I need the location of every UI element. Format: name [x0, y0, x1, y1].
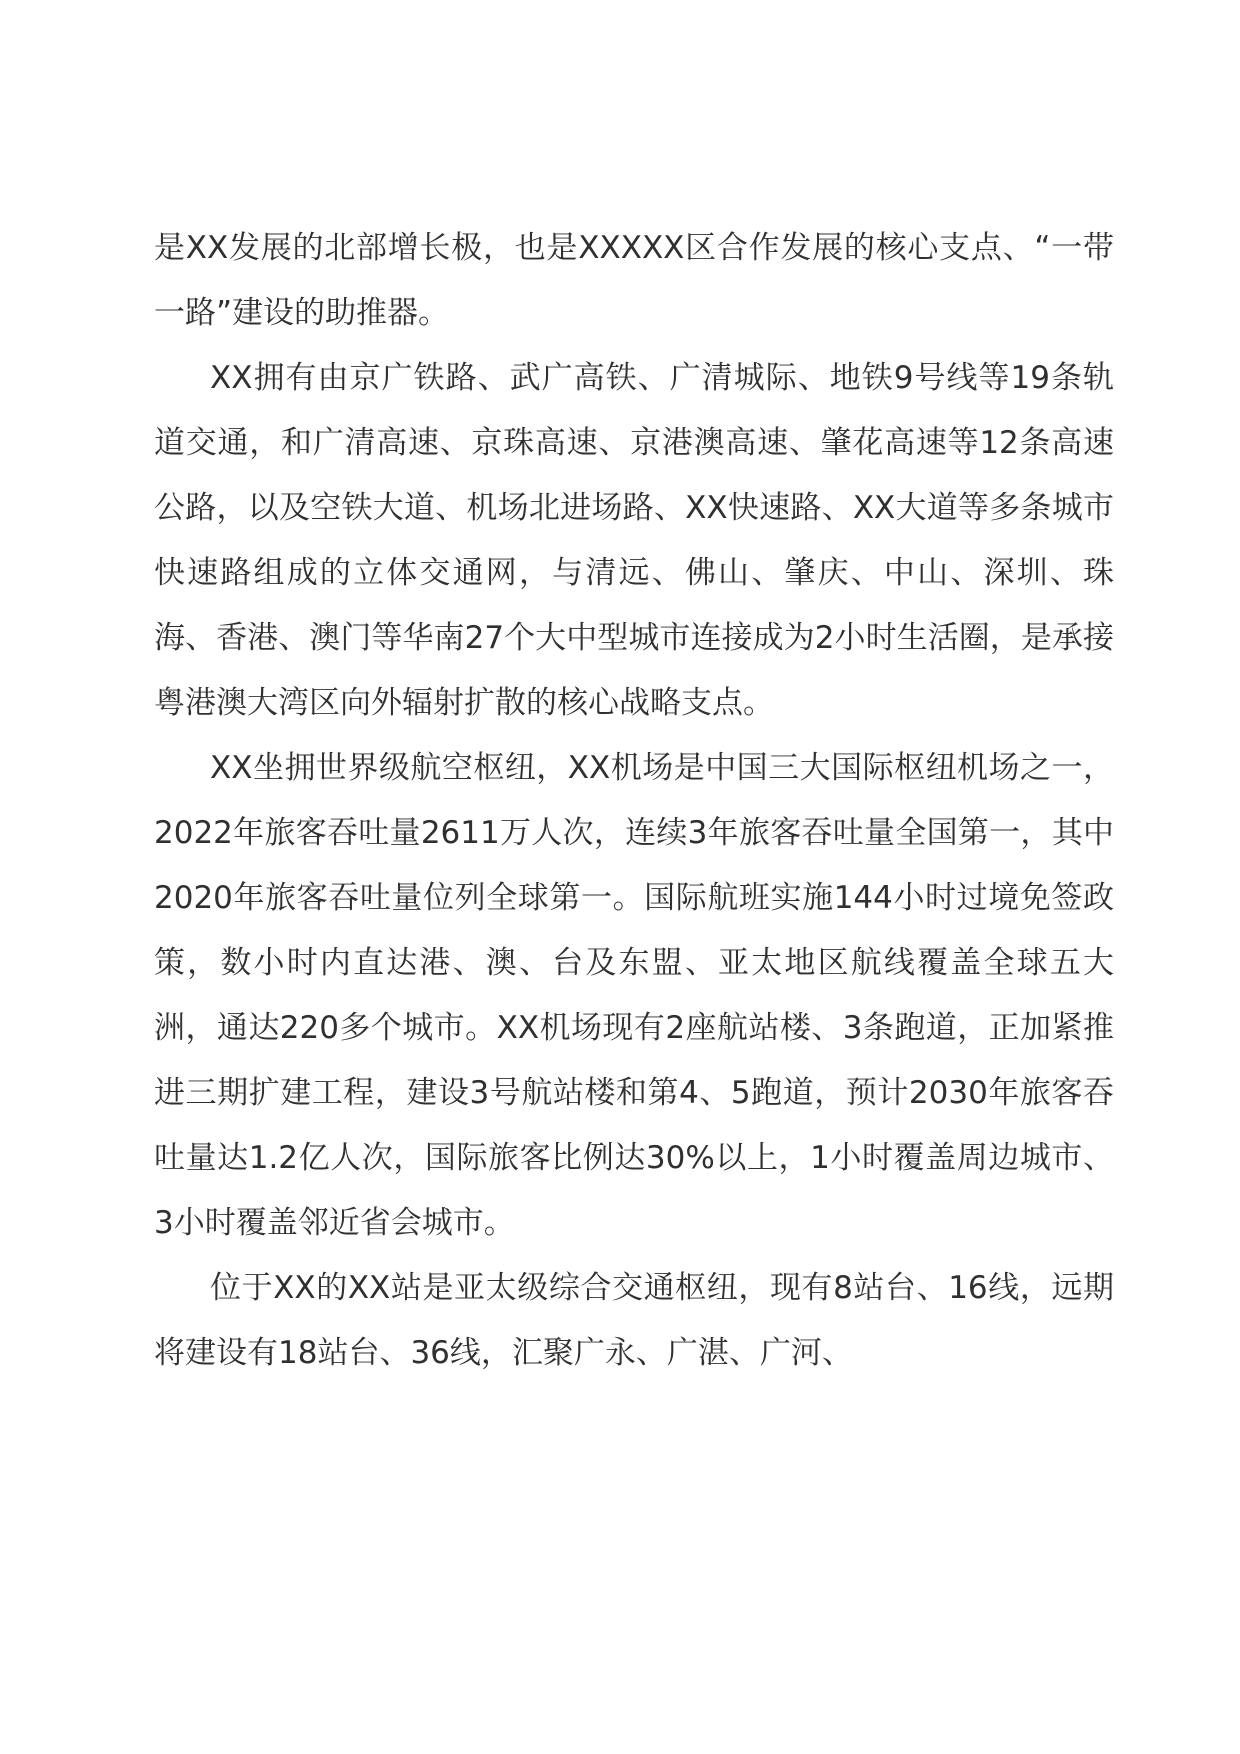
paragraph-2: XX拥有由京广铁路、武广高铁、广清城际、地铁9号线等19条轨道交通，和广清高速、京珠高速、京港澳高速、肇花高速等12条高速公路，以及空铁大道、机场北进场路、XX快速路、XX大道等多条城市快速路组成的立体交通网，与清远、佛山、肇庆、中山、深圳、珠海、香港、澳门等华南27个大中型城市连接成为2小时生活圈，是承接粤港澳大湾区向外辐射扩散的核心战略支点。 [154, 360, 1114, 721]
paragraph-4: 位于XX的XX站是亚太级综合交通枢纽，现有8站台、16线，远期将建设有18站台、36线，汇聚广永、广湛、广河、 [154, 1270, 1114, 1371]
paragraph-3: XX坐拥世界级航空枢纽，XX机场是中国三大国际枢纽机场之一，2022年旅客吞吐量2611万人次，连续3年旅客吞吐量全国第一，其中2020年旅客吞吐量位列全球第一。国际航班实施144小时过境免签政策，数小时内直达港、澳、台及东盟、亚太地区航线覆盖全球五大洲，通达220多个城市。XX机场现有2座航站楼、3条跑道，正加紧推进三期扩建工程，建设3号航站楼和第4、5跑道，预计2030年旅客吞吐量达1.2亿人次，国际旅客比例达30%以上，1小时覆盖周边城市、3小时覆盖邻近省会城市。 [154, 750, 1114, 1241]
paragraph-1: 是XX发展的北部增长极，也是XXXXX区合作发展的核心支点、“一带一路”建设的助推器。 [154, 230, 1114, 331]
document-body [154, 216, 1114, 1386]
